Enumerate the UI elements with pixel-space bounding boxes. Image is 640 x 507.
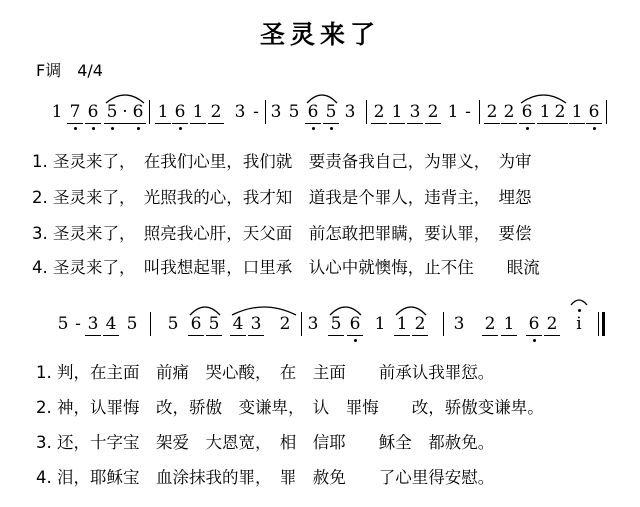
lyric-verse-2-b: 2. 神，认罪悔 改，骄傲 变谦卑， 认 罪悔 改，骄傲变谦卑。 xyxy=(36,398,544,417)
final-barline xyxy=(602,312,605,336)
note: 5 xyxy=(106,102,118,122)
note: 4 xyxy=(105,314,117,334)
note: 2 xyxy=(484,314,496,334)
note: 1 xyxy=(539,102,551,122)
song-title: 圣灵来了 xyxy=(259,20,380,49)
note: 2 xyxy=(427,102,439,122)
note: 2 xyxy=(486,102,498,122)
slur xyxy=(330,307,361,315)
note: 1 xyxy=(396,314,408,334)
note: - xyxy=(253,102,259,122)
final-barline xyxy=(598,312,599,336)
note: 6 xyxy=(349,314,361,334)
lyric-verse-3-a: 3. 圣灵来了， 照亮我心肝，天父面 前怎敢把罪瞒，要认罪， 要偿 xyxy=(32,224,532,243)
note: 6 xyxy=(528,314,540,334)
fermata xyxy=(571,300,587,305)
note: · xyxy=(122,102,128,122)
lyric-verse-2-a: 2. 圣灵来了， 光照我的心，我才知 道我是个罪人，违背主， 埋怨 xyxy=(32,188,532,207)
note: 1 xyxy=(157,102,169,122)
note: 2 xyxy=(279,314,291,334)
note: 2 xyxy=(503,102,515,122)
note: 1 xyxy=(374,314,386,334)
slur xyxy=(232,307,296,315)
note: 5 xyxy=(288,102,300,122)
note: 6 xyxy=(87,102,99,122)
note: 5 xyxy=(126,314,138,334)
lyric-verse-1-b: 1. 判，在主面 前痛 哭心酸， 在 主面 前承认我罪愆。 xyxy=(36,363,495,382)
key-signature: F调 4/4 xyxy=(36,61,103,80)
note: - xyxy=(465,102,471,122)
note: 3 xyxy=(307,314,319,334)
note: 1 xyxy=(571,102,583,122)
note: 3 xyxy=(409,102,421,122)
note: 1 xyxy=(192,102,204,122)
note: 1 xyxy=(503,314,515,334)
lyric-verse-3-b: 3. 还，十字宝 架爱 大恩宽， 相 信耶 稣全 都赦免。 xyxy=(36,433,495,452)
note: 2 xyxy=(373,102,385,122)
note: i xyxy=(576,314,582,334)
note: 5 xyxy=(208,314,220,334)
note: 6 xyxy=(174,102,186,122)
note: 2 xyxy=(546,314,558,334)
note: 6 xyxy=(190,314,202,334)
lyric-verse-1-a: 1. 圣灵来了， 在我们心里，我们就 要责备我自己，为罪义， 为审 xyxy=(32,152,532,171)
note: 6 xyxy=(132,102,144,122)
lyric-verse-4-a: 4. 圣灵来了， 叫我想起罪，口里承 认心中就懊悔，止不住 眼流 xyxy=(32,258,540,277)
note: 1 xyxy=(447,102,459,122)
note: 6 xyxy=(307,102,319,122)
note: 5 xyxy=(167,314,179,334)
note: 1 xyxy=(391,102,403,122)
note: 6 xyxy=(521,102,533,122)
note: 4 xyxy=(232,314,244,334)
note: 1 xyxy=(51,102,63,122)
note: 3 xyxy=(250,314,262,334)
note: 3 xyxy=(453,314,465,334)
note: 2 xyxy=(414,314,426,334)
note: 7 xyxy=(69,102,81,122)
note: 5 xyxy=(325,102,337,122)
note: 3 xyxy=(344,102,356,122)
lyric-verse-4-b: 4. 泪，耶稣宝 血涂抹我的罪， 罪 赦免 了心里得安慰。 xyxy=(36,468,495,487)
note: 6 xyxy=(588,102,600,122)
note: 5 xyxy=(57,314,69,334)
slur xyxy=(190,307,220,315)
note: 2 xyxy=(210,102,222,122)
note: 5 xyxy=(330,314,342,334)
note: 3 xyxy=(270,102,282,122)
note: 3 xyxy=(234,102,246,122)
note: 2 xyxy=(554,102,566,122)
note: 3 xyxy=(87,314,99,334)
note: - xyxy=(75,314,81,334)
slur xyxy=(396,307,426,315)
